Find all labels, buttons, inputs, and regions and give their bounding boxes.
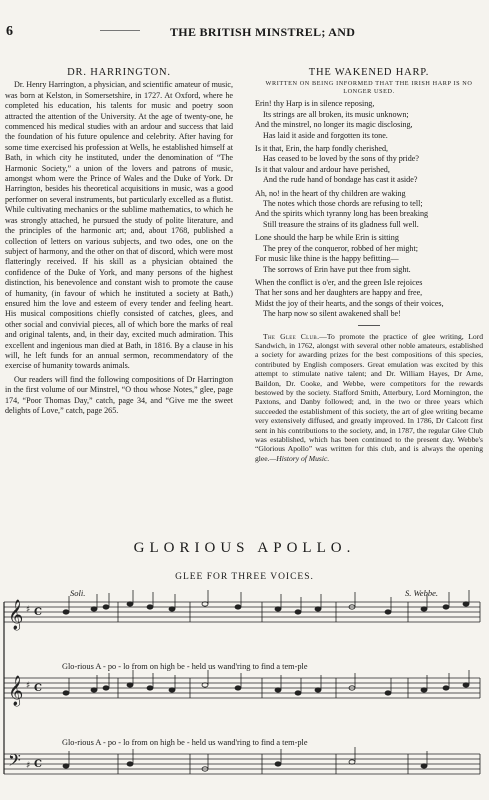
clefs (8, 599, 42, 774)
composer-label: S. Webbe. (405, 588, 438, 598)
section-divider (358, 325, 380, 326)
svg-text:♯: ♯ (26, 761, 31, 771)
glee-club-note (255, 332, 483, 464)
poem-line: The harp now so silent awakened shall be! (263, 309, 401, 319)
left-column (5, 68, 233, 416)
lyrics-line-2: Glo-rious A - po - lo from on high be - held us wand'ring to find a tem-ple (62, 738, 308, 747)
poem-stanza (255, 144, 483, 186)
article-paragraph-2: Our readers will find the following compositions of Dr Harrington in the first volume of our Minstrel, “O thou whose Notes,” glee, page 174, “Poor Thomas Day,” catch, page 34, and “Give me the sweet delights of Love,” catch, page 265. (5, 374, 233, 415)
note-heading: The Glee Club. (263, 331, 320, 341)
treble-clef-icon: 𝄞 (8, 676, 24, 706)
poem-subtitle: WRITTEN ON BEING INFORMED THAT THE IRISH HARP IS NO LONGER USED. (265, 80, 473, 96)
poem-line: Still treasure the strains of its gladness full well. (263, 219, 419, 229)
article-title: DR. HARRINGTON. (67, 67, 171, 78)
poem-line: The notes which those chords are refusing to tell; (263, 199, 423, 209)
poem-line: When the conflict is o'er, and the green Isle rejoices (255, 277, 423, 287)
note-source: —History of Music. (269, 453, 330, 463)
poem-line: Is it that, Erin, the harp fondly cherished, (255, 144, 389, 154)
poem-title: THE WAKENED HARP. (308, 67, 430, 78)
header-dash (100, 30, 140, 31)
poem-line: Midst the joy of their hearts, and the songs of their voices, (255, 298, 444, 308)
article-paragraph-1: Dr. Henry Harrington, a physician, and scientific amateur of music, was born at Kelston, in Somersetshire, in 1727. At Oxford, where he completed his education, his talents for music and poetry soon attracted the attention of the University. At the age of twenty-one, he commenced his medical studies with an ardour and success that laid the foundation of his future opulence and celebrity. After having for some time exercised his profession at Wells, he established himself at Bath, in which city he instituted, under the denomination of “The Harmonic Society,” a union of the lovers and patrons of music, amongst whom were the Prince of Wales and the Duke of York. Dr Harrington, besides his theoretical acquisitions in music, was a good performer on several instruments, but particularly excelled as a flutist. While cultivating mechanics or the sublime mathematics, to which he was strongly attached, he pursued the study of polite literature, and the principles of the harmonic art; and, about 1768, published a collection of letters on various subjects, and two odes, one on the subject of harmony, and the other on that of discord, which were most flatteringly received. If his skill as a physician obtained the confidence of the Duke of York, and many persons of the highest distinction, his benevolence and constant wish to promote the cause of humanity, (in favour of which he instituted a society at Bath,) ensured him the love and esteem of every tender and feeling heart. His musical compositions chiefly consisted of catches, glees, and other social and convivial pieces, all of which bore the marks of real and original talents, and, in their day, excited much admiration. This excellent and ingenious man died at Bath, in 1816. By a clause in his will, he left funds for an annual sermon, recommendatory of the exercise of humanity towards animals. (5, 80, 233, 371)
svg-text:C: C (34, 607, 42, 618)
note-body: —To promote the practice of glee writing, Lord Sandwich, in 1762, alongst with several other noble amateurs, established a society for awarding prizes for the best compositions of this species, contributed by English composers. Great emulation was excited by this attempt to stimulate native talent; and Dr. William Hayes, Dr Arne, Baildon, Dr. Cooke, and Webbe, were competitors for the rewards bestowed by the society. Stafford Smith, Atterbury, Lord Mornington, the Paxtons, and Danby followed; and, in the two or three years which succeeded the establishment of this society, the art of glee writing became very extensively diffused, and greatly improved. In 1786, Dr Calcott first sent in his contributions to the society, and, in 1787, the regular Glee Club was established, which has been continued to the present day. Webbe's “Glorious Apollo” was written for this club, and is always the opening glee. (255, 331, 483, 463)
poem-line: Its strings are all broken, its music unknown; (263, 109, 409, 119)
poem-line: The prey of the conqueror, robbed of her might; (263, 243, 418, 253)
poem-line: Lone should the harp be while Erin is sitting (255, 233, 399, 243)
staff-2 (4, 678, 480, 698)
poem-line: Erin! thy Harp is in silence reposing, (255, 99, 375, 109)
music-subtitle: GLEE FOR THREE VOICES. (175, 572, 314, 582)
treble-clef-icon: 𝄞 (8, 600, 24, 630)
page-header (0, 24, 489, 44)
lyrics-line-1: Glo-rious A - po - lo from on high be - held us wand'ring to find a tem-ple (62, 662, 308, 671)
poem-stanza (255, 189, 483, 231)
poem-line: Has ceased to be loved by the sons of thy pride? (263, 154, 419, 164)
poem-stanza (255, 99, 483, 141)
poem-line: And the rude hand of bondage has cast it aside? (263, 175, 418, 185)
poem-line: Is it that valour and ardour have perished, (255, 164, 390, 174)
poem-stanza (255, 233, 483, 275)
staff-1 (4, 602, 480, 622)
poem-line: And the minstrel, no longer its magic disclosing, (255, 120, 413, 130)
poem-line: For music like thine is the happy befitting— (255, 254, 399, 264)
bass-clef-icon: 𝄢 (8, 750, 21, 774)
svg-text:C: C (34, 759, 42, 770)
poem-line: The sorrows of Erin have put thee from sight. (263, 264, 411, 274)
right-column (255, 68, 483, 463)
svg-text:C: C (34, 683, 42, 694)
poem-stanza (255, 278, 483, 320)
poem-line: And the spirits which tyranny long has been breaking (255, 209, 429, 219)
poem-line: Has laid it aside and forgotten its tone. (263, 130, 388, 140)
music-title: GLORIOUS APOLLO. (133, 540, 356, 556)
staff-3 (4, 754, 480, 774)
poem (255, 99, 483, 319)
sheet-music-score (0, 590, 489, 800)
svg-text:♯: ♯ (26, 605, 31, 615)
poem-line: That her sons and her daughters are happy and free, (255, 288, 423, 298)
page-number: 6 (6, 24, 13, 39)
part-label: Soli. (70, 588, 86, 598)
poem-line: Ah, no! in the heart of thy children are waking (255, 188, 406, 198)
svg-text:♯: ♯ (26, 681, 31, 691)
running-title: THE BRITISH MINSTREL; AND (170, 25, 356, 39)
